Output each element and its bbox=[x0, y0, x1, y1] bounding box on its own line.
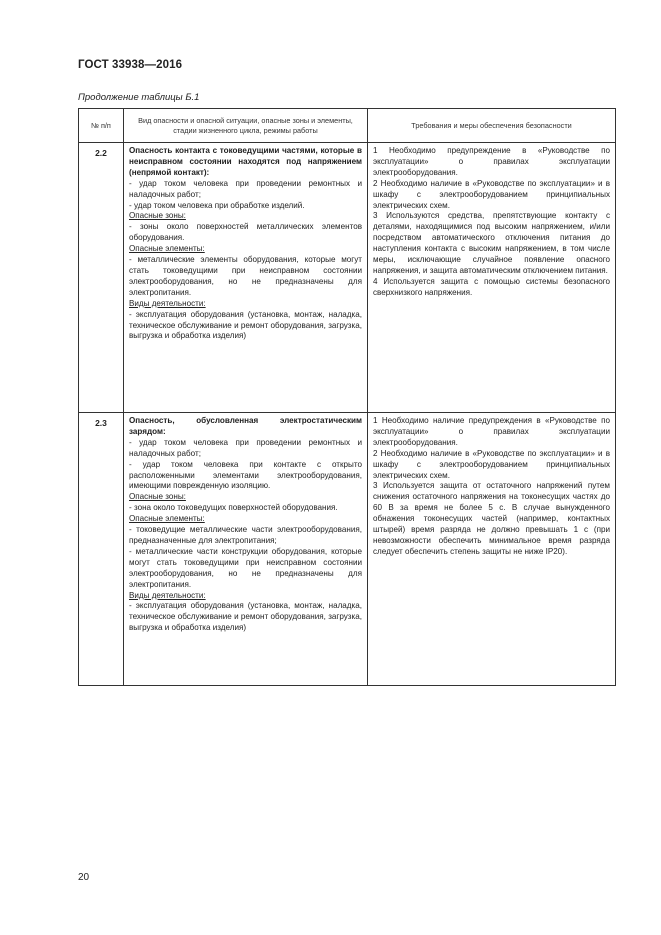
activities-heading: Виды деятельности: bbox=[129, 298, 206, 308]
requirement-item: 2 Необходимо наличие в «Руководстве по эксплуатации» и в шкафу с электрооборудованием принципиальных электрических схем. bbox=[373, 178, 610, 210]
activity-item: - эксплуатация оборудования (установка, монтаж, наладка, техническое обслуживание и ремонт оборудования, загрузка, выгрузка и обработка изделия) bbox=[129, 601, 362, 633]
hazard-item: - удар током человека при проведении ремонтных и наладочных работ; bbox=[129, 178, 362, 199]
activities-heading: Виды деятельности: bbox=[129, 590, 206, 600]
hazard-title: Опасность контакта с токоведущими частями, которые в неисправном состоянии находятся под напряжением (непрямой контакт): bbox=[129, 146, 362, 177]
table-row bbox=[79, 143, 616, 413]
row-number: 2.2 bbox=[79, 143, 124, 413]
hazard-description bbox=[124, 143, 368, 413]
row-number: 2.3 bbox=[79, 413, 124, 686]
document-title: ГОСТ 33938—2016 bbox=[78, 59, 183, 71]
column-header-number: № п/п bbox=[79, 109, 124, 143]
zones-heading: Опасные зоны: bbox=[129, 211, 186, 221]
element-item: - металлические части конструкции оборудования, которые могут стать токоведущими при неисправном состоянии электрооборудования, но не предназначены для электропитания. bbox=[129, 546, 362, 589]
requirement-item: 2 Необходимо наличие в «Руководстве по эксплуатации» и в шкафу с электрооборудованием принципиальных электрических схем. bbox=[373, 448, 610, 480]
zones-heading: Опасные зоны: bbox=[129, 492, 186, 502]
column-header-hazard: Вид опасности и опасной ситуации, опасные зоны и элементы, стадии жизненного цикла, режимы работы bbox=[124, 109, 368, 143]
requirement-item: 3 Используется защита от остаточного напряжений путем снижения остаточного напряжения на токонесущих частях до 60 В за время не более 5 с. В случае вынужденного обнажения токонесущих частей (например, контактных штырей) время разряда не должно превышать 1 с (при невозможности обеспечить минимальное время разряда следует обеспечить степень защиты не ниже IP20). bbox=[373, 481, 610, 556]
page-number: 20 bbox=[78, 872, 90, 883]
requirement-item: 1 Необходимо наличие предупреждения в «Руководстве по эксплуатации» о правилах эксплуатации электрооборудования. bbox=[373, 416, 610, 447]
requirements bbox=[368, 413, 616, 686]
requirement-item: 4 Используется защита с помощью системы безопасного сверхнизкого напряжения. bbox=[373, 276, 610, 297]
hazard-title: Опасность, обусловленная электростатическим зарядом: bbox=[129, 416, 362, 436]
safety-table bbox=[78, 108, 616, 686]
hazard-description bbox=[124, 413, 368, 686]
elements-heading: Опасные элементы: bbox=[129, 244, 205, 254]
hazard-item: - удар током человека при проведении ремонтных и наладочных работ; bbox=[129, 437, 362, 458]
elements-heading: Опасные элементы: bbox=[129, 514, 205, 524]
requirement-item: 3 Используются средства, препятствующие контакту с деталями, находящимися под высоким напряжением, и/или посредством автоматического отключения питания до наступления контакта с высоким напряжением, в том числе меры, исключающие случайное появление опасного напряжения, и защита автоматическим отключением питания. bbox=[373, 211, 610, 275]
table-caption: Продолжение таблицы Б.1 bbox=[78, 92, 200, 103]
zone-item: - зона около токоведущих поверхностей оборудования. bbox=[129, 503, 338, 513]
hazard-item: - удар током человека при контакте с открыто расположенными элементами электрооборудования, имеющими поврежденную изоляцию. bbox=[129, 459, 362, 491]
activity-item: - эксплуатация оборудования (установка, монтаж, наладка, техническое обслуживание и ремонт оборудования, загрузка, выгрузка и обработка изделия) bbox=[129, 309, 362, 341]
column-header-requirements: Требования и меры обеспечения безопасности bbox=[368, 109, 616, 143]
zone-item: - зоны около поверхностей металлических элементов оборудования. bbox=[129, 222, 362, 243]
hazard-item: - удар током человека при обработке изделий. bbox=[129, 200, 305, 210]
element-item: - токоведущие металлические части электрооборудования, предназначенные для электропитания; bbox=[129, 525, 362, 545]
table-header-row bbox=[79, 109, 616, 143]
requirements bbox=[368, 143, 616, 413]
table-row bbox=[79, 413, 616, 686]
requirement-item: 1 Необходимо предупреждение в «Руководстве по эксплуатации» о правилах эксплуатации электрооборудования. bbox=[373, 146, 610, 177]
element-item: - металлические элементы оборудования, которые могут стать токоведущими при неисправном состоянии электрооборудования, но не предназначены для электропитания. bbox=[129, 255, 362, 297]
